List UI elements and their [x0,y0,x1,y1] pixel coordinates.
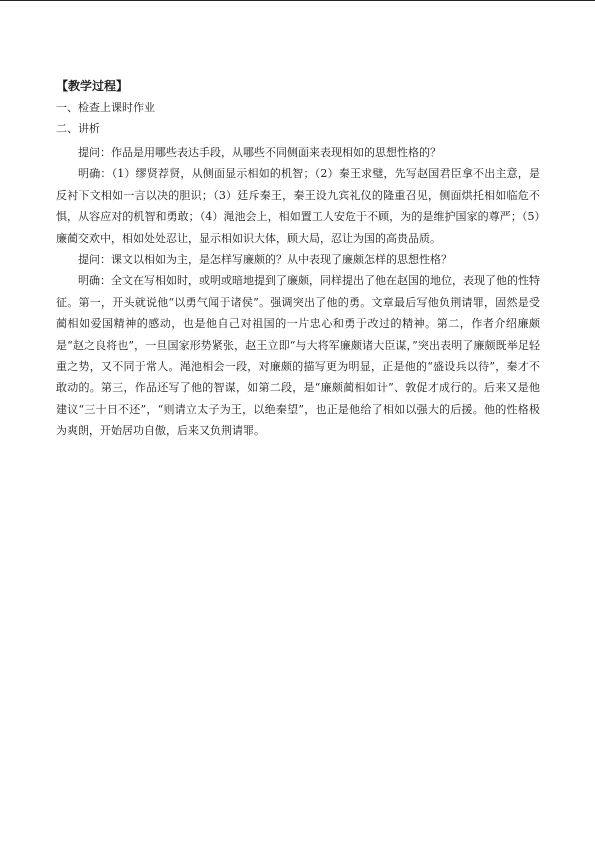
question-paragraph-2: 提问：课文以相如为主，是怎样写廉颇的？从中表现了廉颇怎样的思想性格？ [78,253,452,267]
answer-paragraph-1: 明确：（1）缪贤荐贤，从侧面显示相如的机智；（2）秦王求璧，先写赵国君臣拿不出主意，是反衬下文相如一言以决的胆识；（3）廷斥秦王，秦王设九宾礼仪的隆重召见，侧面烘托相如临危不惧，从容应对的机智和勇敢；（4）渑池会上，相如置工人安危于不顾，为的是维护国家的尊严；（5）廉蔺交欢中，相如处处忍让，显示相如识大体，顾大局，忍让为国的高贵品质。 [56,167,540,245]
section-heading: 【教学过程】 [56,79,129,93]
document-body [56,78,540,442]
list-item-analysis: 二、讲析 [56,122,100,135]
question-paragraph-1: 提问：作品是用哪些表达手段，从哪些不同侧面来表现相如的思想性格的？ [78,146,441,159]
list-item-homework-check: 一、检查上课时作业 [56,101,155,114]
page-top-border [0,0,595,1]
answer-paragraph-2: 明确：全文在写相如时，或明或暗地提到了廉颇，同样提出了他在赵国的地位，表现了他的性特征。第一，开头就说他“以勇气闻于诸侯”。强调突出了他的勇。文章最后写他负荆请罪，固然是受蔺相如爱国精神的感动，也是他自己对祖国的一片忠心和勇于改过的精神。第二，作者介绍廉颇是“赵之良将也”，一旦国家形势紧张，赵王立即“与大将军廉颇诸大臣谋，”突出表明了廉颇既举足轻重之势，又不同于常人。渑池相会一段，对廉颇的描写更为明显，正是他的“盛设兵以待”，秦才不敢动的。第三，作品还写了他的智谋，如第二段，是“廉颇蔺相如计”、敦促才成行的。后来又是他建议“三十日不还”，“则请立太子为王，以绝秦望”，也正是他给了相如以强大的后援。他的性格极为爽朗，开始居功自傲，后来又负荆请罪。 [56,274,540,438]
